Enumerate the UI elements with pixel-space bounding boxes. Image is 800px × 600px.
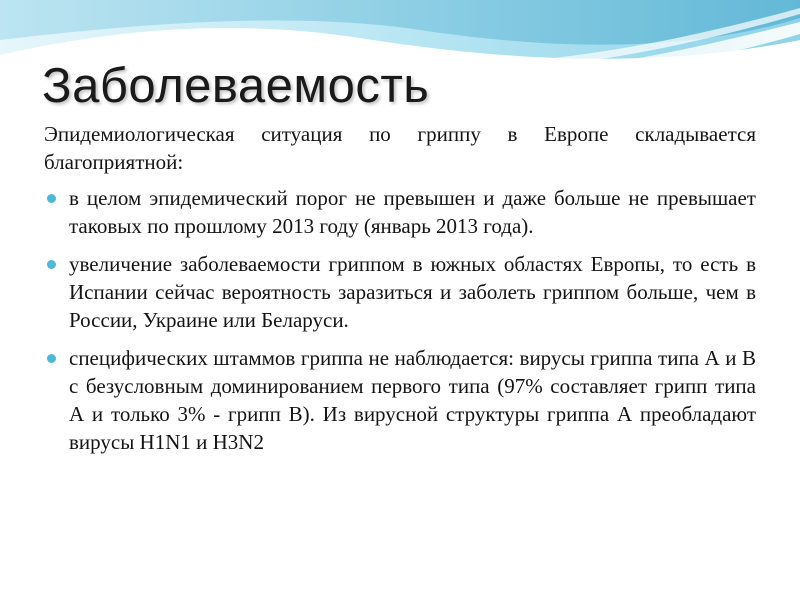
list-item	[44, 344, 756, 456]
bullet-dot-icon	[47, 194, 56, 203]
bullet-dot-icon	[47, 260, 56, 269]
list-item-text: увеличение заболеваемости гриппом в южных областях Европы, то есть в Испании сейчас вероятность заразиться и заболеть гриппом больше, чем в России, Украине или Беларуси.	[69, 252, 756, 332]
list-item	[44, 184, 756, 240]
bullet-list	[44, 184, 756, 456]
list-item-text: в целом эпидемический порог не превышен и даже больше не превышает таковых по прошлому 2013 году (январь 2013 года).	[69, 186, 756, 238]
list-item	[44, 250, 756, 334]
slide-title: Заболеваемость	[42, 59, 430, 113]
intro-paragraph: Эпидемиологическая ситуация по гриппу в Европе складывается благоприятной:	[44, 122, 756, 174]
list-item-text: специфических штаммов гриппа не наблюдается: вирусы гриппа типа А и В с безусловным доминированием первого типа (97% составляет грипп типа А и только 3% - грипп В). Из вирусной структуры гриппа А преобладают вирусы H1N1 и H3N2	[69, 346, 756, 454]
bullet-dot-icon	[47, 354, 56, 363]
slide-content	[44, 120, 756, 466]
